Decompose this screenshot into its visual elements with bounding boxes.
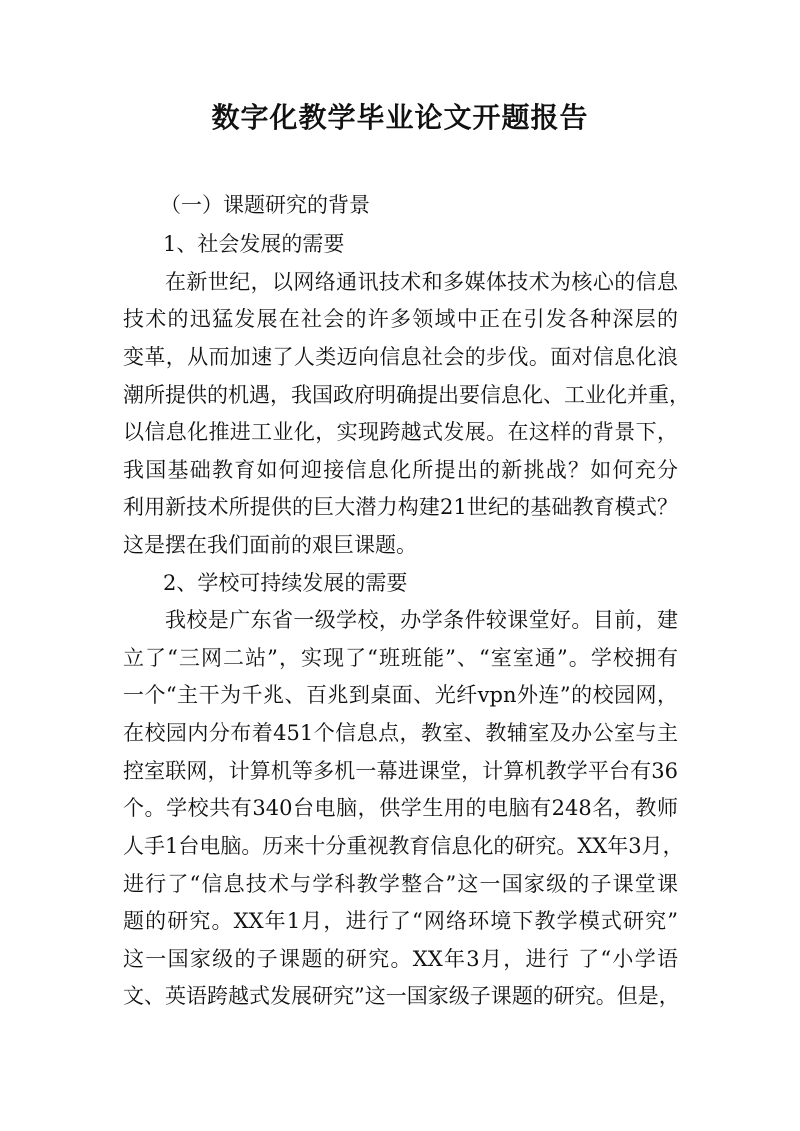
paragraph-2-line: 我校是广东省一级学校，办学条件较课堂好。目前，建 [165, 608, 678, 632]
paragraph-2-line: 文、英语跨越式发展研究”这一国家级子课题的研究。但是， [123, 984, 680, 1008]
section-heading: （一）课题研究的背景 [160, 193, 370, 217]
paragraph-2-line: 这一国家级的子课题的研究。XX年3月，进行 了“小学语 [123, 947, 678, 971]
paragraph-1-line: 利用新技术所提供的巨大潜力构建21世纪的基础教育模式？ [123, 495, 678, 519]
paragraph-1-line: 技术的迅猛发展在社会的许多领域中正在引发各种深层的 [123, 307, 678, 331]
paragraph-1-line: 变革，从而加速了人类迈向信息社会的步伐。面对信息化浪 [123, 345, 678, 369]
document-title: 数字化教学毕业论文开题报告 [211, 101, 589, 134]
paragraph-1-line: 我国基础教育如何迎接信息化所提出的新挑战？如何充分 [123, 458, 678, 482]
paragraph-1-line: 这是摆在我们面前的艰巨课题。 [123, 533, 417, 557]
paragraph-2-line: 进行了“信息技术与学科教学整合”这一国家级的子课堂课 [123, 872, 678, 896]
paragraph-2-line: 人手1台电脑。历来十分重视教育信息化的研究。XX年3月， [123, 834, 684, 858]
paragraph-2-line: 立了“三网二站”，实现了“班班能”、“室室通”。学校拥有 [123, 646, 678, 670]
paragraph-2-line: 控室联网，计算机等多机一幕进课堂，计算机教学平台有36 [123, 759, 678, 783]
paragraph-2-line: 一个“主干为千兆、百兆到桌面、光纤vpn外连”的校园网， [123, 683, 678, 707]
paragraph-1-line: 潮所提供的机遇，我国政府明确提出要信息化、工业化并重， [123, 383, 690, 407]
paragraph-1-line: 在新世纪，以网络通讯技术和多媒体技术为核心的信息 [165, 270, 678, 294]
subsection-heading-1: 1、社会发展的需要 [163, 232, 345, 256]
paragraph-2-line: 个。学校共有340台电脑，供学生用的电脑有248名，教师 [123, 796, 678, 820]
paragraph-1-line: 以信息化推进工业化，实现跨越式发展。在这样的背景下， [123, 420, 678, 444]
paragraph-2-line: 题的研究。XX年1月，进行了“网络环境下教学模式研究” [123, 909, 678, 933]
paragraph-2-line: 在校园内分布着451个信息点，教室、教辅室及办公室与主 [123, 721, 678, 745]
subsection-heading-2: 2、学校可持续发展的需要 [163, 571, 408, 595]
